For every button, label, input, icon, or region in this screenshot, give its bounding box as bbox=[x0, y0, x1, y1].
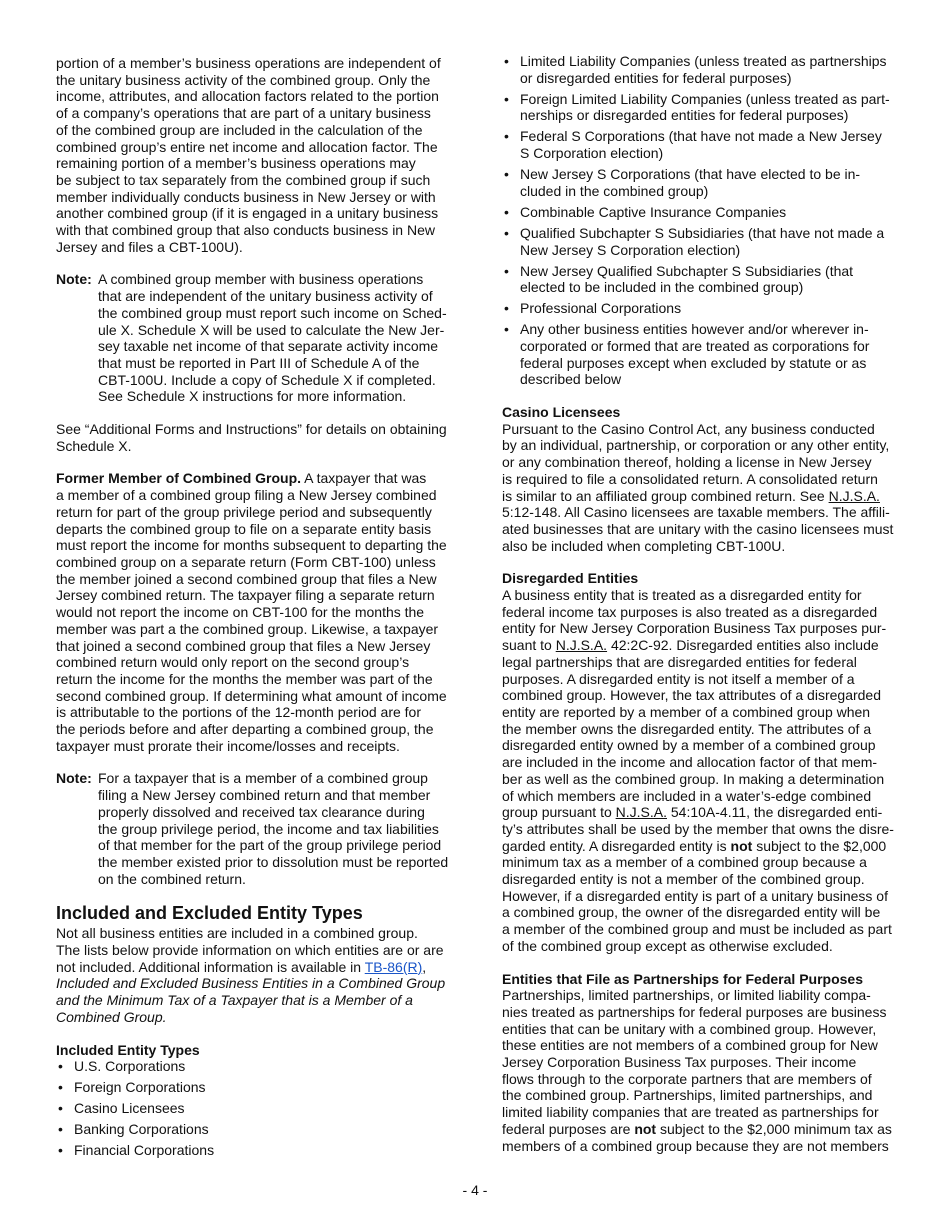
text-run: 5:12-148. All Casino licensees are taxable members. The affili- ated businesses that are unitary with the casino licensees must also be included when completing CBT-100U. bbox=[502, 504, 894, 554]
included-entity-item: • Foreign Corporations bbox=[56, 1079, 476, 1096]
text-run: 54:10A-4.11, the disregarded enti- ty’s attributes shall be used by the member that owns the disre- garded entity. A disregarded entity is bbox=[502, 804, 894, 854]
included-list bbox=[56, 1058, 476, 1159]
text-run: subject to the $2,000 minimum tax as members of a combined group because they are not members bbox=[502, 1120, 892, 1154]
text-run: Not all business entities are included in a combined group. The lists below provide information on which entities are or are not included. Additional information is available in bbox=[56, 925, 444, 975]
text-run: A taxpayer that was a member of a combined group filing a New Jersey combined return for part of the group privilege period and subsequently departs the combined group to file on a separate entity basis must report the income for months subsequent to departing the combined group on a separate return (Form CBT-100) unless the member joined a second combined group that files a New Jersey combined return. The taxpayer filing a separate return would not report the income on CBT-100 for the months the member was part a the combined group. Likewise, a taxpayer that joined a second combined group that files a New Jersey combined return would only report on the second group’s return the income for the months the member was part of the second combined group. If determining what amount of income is attributable to the portions of the 12-month period are for the periods before and after departing a combined group, the taxpayer must prorate their income/losses and receipts. bbox=[56, 470, 447, 754]
entity-type-item: • New Jersey S Corporations (that have elected to be in- cluded in the combined group) bbox=[502, 166, 932, 199]
entity-type-item: • Combinable Captive Insurance Companies bbox=[502, 204, 932, 221]
right-column bbox=[502, 53, 932, 1170]
text-run: For a taxpayer that is a member of a combined group filing a New Jersey combined return and that member properly dissolved and received tax clearance during the group privilege period, the income and tax liabilities of that member for the part of the group privilege period the member existed prior to dissolution must be reported on the combined return. bbox=[98, 770, 449, 887]
entity-type-list bbox=[502, 53, 932, 388]
tb-86-link[interactable]: TB-86(R) bbox=[364, 958, 423, 975]
left-column bbox=[56, 55, 476, 1175]
section-heading: Included and Excluded Entity Types bbox=[56, 903, 363, 924]
note-schedule-x bbox=[56, 271, 476, 405]
disregarded-heading: Disregarded Entities bbox=[502, 570, 639, 587]
entity-type-item: • Any other business entities however and/or wherever in- corporated or formed that are treated as corporations for federal purposes except when excluded by statute or as described below bbox=[502, 321, 932, 388]
text-run: , bbox=[422, 958, 427, 975]
text-run: subject to the $2,000 minimum tax as a member of a combined group because a disregarded entity is not a member of the combined group. However, if a disregarded entity is part of a unitary business of a combined group, the owner of the disregarded entity will be a member of the combined group and must be included as part of the combined group except as otherwise excluded. bbox=[502, 837, 892, 954]
text-run: Pursuant to the Casino Control Act, any business conducted by an individual, partnership, or corporation or any other entity, or any combination thereof, holding a license in New Jersey is required to file a consolidated return. A consolidated return is similar to an affiliated group combined return. See bbox=[502, 420, 890, 504]
statute-reference: N.J.S.A. bbox=[555, 637, 608, 654]
entity-type-item: • Foreign Limited Liability Companies (unless treated as part- nerships or disregarded entities for federal purposes) bbox=[502, 91, 932, 124]
bold-text: not bbox=[730, 837, 753, 854]
entity-type-item: • Federal S Corporations (that have not made a New Jersey S Corporation election) bbox=[502, 128, 932, 161]
bold-text: Former Member of Combined Group. bbox=[56, 470, 302, 487]
entity-type-item: • Limited Liability Companies (unless treated as partnerships or disregarded entities for federal purposes) bbox=[502, 53, 932, 86]
schedule-x-reference bbox=[56, 421, 476, 454]
note-label: Note: bbox=[56, 770, 92, 787]
entity-type-item: • Professional Corporations bbox=[502, 300, 932, 317]
entity-type-item: • Qualified Subchapter S Subsidiaries (that have not made a New Jersey S Corporation election) bbox=[502, 225, 932, 258]
included-heading: Included Entity Types bbox=[56, 1041, 200, 1058]
partnership-heading: Entities that File as Partnerships for Federal Purposes bbox=[502, 970, 863, 987]
text-run: Partnerships, limited partnerships, or limited liability compa- nies treated as partnerships for federal purposes are business entities that can be unitary with a combined group. However, these entities are not members of a combined group for New Jersey Corporation Business Tax purposes. Their income flows through to the corporate partners that are members of the combined group. Partnerships, limited partnerships, and limited liability companies that are treated as partnerships for federal purposes are bbox=[502, 987, 887, 1137]
casino-paragraph bbox=[502, 421, 932, 555]
included-entity-item: • Financial Corporations bbox=[56, 1142, 476, 1159]
note-dissolution bbox=[56, 770, 476, 887]
note-body bbox=[98, 770, 448, 887]
included-entity-item: • Casino Licensees bbox=[56, 1100, 476, 1117]
text-run: 42:2C-92. Disregarded entities also include legal partnerships that are disregarded entities for federal purposes. A disregarded entity is not itself a member of a combined group. However, the tax attributes of a disregarded entity are reported by a member of a combined group when the member owns the disregarded entity. The attributes of a disregarded entity owned by a member of a combined group are included in the income and allocation factor of that mem- ber as well as the combined group. In making a determination of which members are included in a water’s-edge combined group pursuant to bbox=[502, 637, 885, 821]
note-label: Note: bbox=[56, 271, 92, 288]
statute-reference: N.J.S.A. bbox=[615, 804, 667, 821]
publication-title: Included and Excluded Business Entities in a Combined Group and the Minimum Tax of a Taxpayer that is a Member of a Combined Group. bbox=[56, 975, 446, 1025]
section-intro bbox=[56, 925, 476, 1025]
text-run: portion of a member’s business operations are independent of the unitary business activity of the combined group. Only the income, attributes, and allocation factors related to the portion of a company’s operations that are part of a unitary business of the combined group are included in the calculation of the combined group’s entire net income and allocation factor. The remaining portion of a member’s business operations may be subject to tax separately from the combined group if such member individually conducts business in New Jersey or with another combined group (if it is engaged in a unitary business with that combined group that also conducts business in New Jersey and files a CBT-100U). bbox=[56, 55, 441, 255]
included-entity-item: • U.S. Corporations bbox=[56, 1058, 476, 1075]
bold-text: not bbox=[634, 1120, 657, 1137]
intro-paragraph bbox=[56, 55, 476, 255]
text-run: See “Additional Forms and Instructions” for details on obtaining Schedule X. bbox=[56, 421, 447, 454]
casino-heading: Casino Licensees bbox=[502, 404, 621, 421]
page-number: - 4 - bbox=[462, 1182, 488, 1198]
text-run: A combined group member with business operations that are independent of the unitary business activity of the combined group must report such income on Sched- ule X. Schedule X will be used to calculate the New Jer- sey taxable net income of that separate activity income that must be reported in Part III of Schedule A of the CBT-100U. Include a copy of Schedule X if completed. See Schedule X instructions for more information. bbox=[98, 271, 447, 405]
former-member-paragraph bbox=[56, 470, 476, 754]
statute-reference: N.J.S.A. bbox=[828, 487, 880, 504]
included-entity-item: • Banking Corporations bbox=[56, 1121, 476, 1138]
note-body bbox=[98, 271, 447, 405]
partnership-paragraph bbox=[502, 987, 932, 1154]
disregarded-paragraph bbox=[502, 587, 932, 954]
entity-type-item: • New Jersey Qualified Subchapter S Subsidiaries (that elected to be included in the combined group) bbox=[502, 263, 932, 296]
text-run: A business entity that is treated as a disregarded entity for federal income tax purposes is also treated as a disregarded entity for New Jersey Corporation Business Tax purposes pur- suant to bbox=[502, 587, 887, 654]
